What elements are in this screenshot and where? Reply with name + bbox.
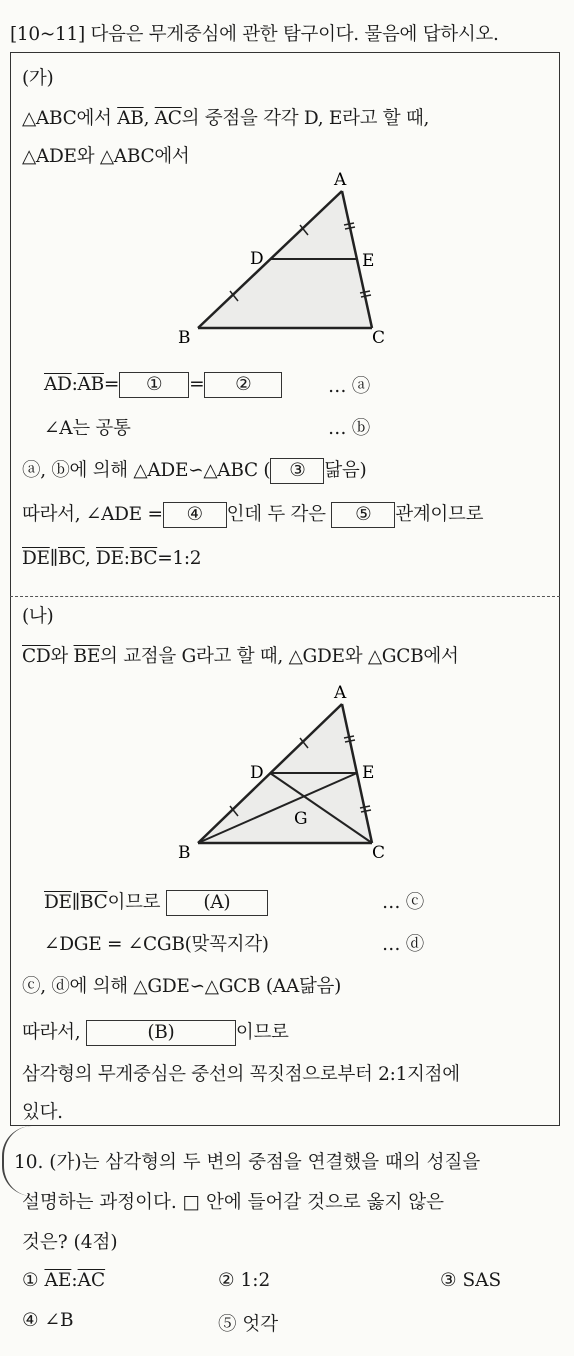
vertex-label-a2: A (334, 683, 347, 703)
question-line3: 것은? (4점) (22, 1232, 118, 1253)
vertex-label-d: D (250, 249, 264, 269)
blank-box-1: ① (119, 372, 189, 398)
part-b-line6: 있다. (22, 1102, 63, 1123)
vertex-label-g: G (294, 809, 308, 829)
blank-box-a: (A) (166, 890, 268, 916)
section-header: [10~11] 다음은 무게중심에 관한 탐구이다. 물음에 답하시오. (10, 24, 499, 45)
blank-box-4: ④ (163, 502, 227, 528)
part-a-intro-line1: △ABC에서 $\overline{AB}$, $\overline{AC}$의 중점을 각각 D, E라고 할 때, (22, 108, 430, 129)
part-a-label: (가) (22, 68, 54, 89)
ref-d: … ⓓ (382, 934, 424, 955)
part-a-line5: $\overline{DE}\parallel\overline{BC}$, $\overline{DE}:\overline{BC}=1:2$ (22, 548, 202, 569)
option-5[interactable]: ⑤ 엇각 (218, 1314, 279, 1335)
option-2[interactable]: ② 1:2 (218, 1270, 271, 1291)
part-a-line4: 따라서, ∠ADE = ④ 인데 두 각은 ⑤ 관계이므로 (22, 500, 483, 528)
part-a-intro-line2: △ADE와 △ABC에서 (22, 146, 190, 167)
option-4[interactable]: ④ ∠B (22, 1310, 74, 1331)
option-1[interactable]: ① $\overline{AE}:\overline{AC}$ (22, 1270, 106, 1291)
vertex-label-e: E (362, 251, 375, 271)
vertex-label-e2: E (362, 763, 375, 783)
ref-b: … ⓑ (328, 418, 370, 439)
triangle-figure-b (0, 680, 574, 880)
blank-box-3: ③ (270, 458, 324, 484)
part-b-line5: 삼각형의 무게중심은 중선의 꼭짓점으로부터 2:1지점에 (22, 1064, 460, 1085)
blank-box-2: ② (204, 372, 282, 398)
vertex-label-c: C (372, 328, 386, 348)
triangle-figure-a (0, 165, 574, 365)
part-b-line2: ∠DGE = ∠CGB(맞꼭지각) (44, 934, 269, 955)
part-b-label: (나) (22, 606, 54, 627)
part-b-line1: $\overline{DE}\parallel\overline{BC}$이므로 (A) (44, 888, 268, 916)
part-b-line4: 따라서, (B) 이므로 (22, 1018, 289, 1046)
part-a-line1: $\overline{AD}:\overline{AB}=$ ① = ② (44, 372, 282, 398)
blank-box-b: (B) (86, 1020, 236, 1046)
question-line1: 10. (가)는 삼각형의 두 변의 중점을 연결했을 때의 성질을 (14, 1152, 481, 1173)
part-b-line3: ⓒ, ⓓ에 의해 △GDE∽△GCB (AA닮음) (22, 976, 342, 997)
vertex-label-a: A (334, 170, 347, 190)
part-a-line3: ⓐ, ⓑ에 의해 △ADE∽△ABC ( ③ 닮음) (22, 456, 366, 484)
ref-c: … ⓒ (382, 892, 424, 913)
section-divider (10, 596, 560, 597)
vertex-label-c2: C (372, 843, 386, 863)
blank-box-5: ⑤ (331, 502, 395, 528)
part-a-line2: ∠A는 공통 (44, 418, 131, 439)
question-line2: 설명하는 과정이다. □ 안에 들어갈 것으로 옳지 않은 (22, 1192, 444, 1213)
vertex-label-d2: D (250, 763, 264, 783)
ref-a: … ⓐ (328, 376, 370, 397)
vertex-label-b2: B (178, 843, 191, 863)
option-3[interactable]: ③ SAS (440, 1270, 502, 1291)
vertex-label-b: B (178, 328, 191, 348)
part-b-intro: $\overline{CD}$와 $\overline{BE}$의 교점을 G라고 할 때, △GDE와 △GCB에서 (22, 646, 459, 667)
